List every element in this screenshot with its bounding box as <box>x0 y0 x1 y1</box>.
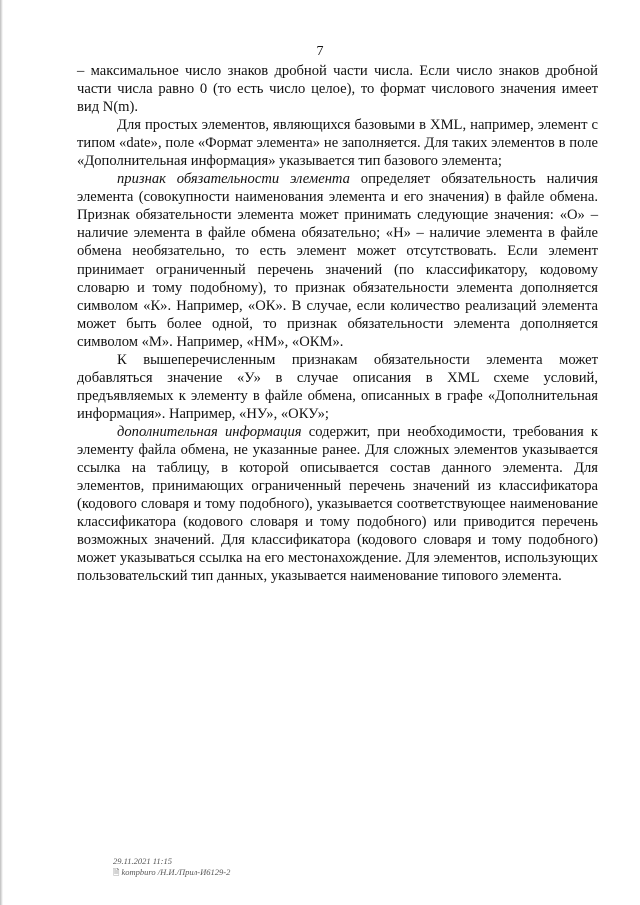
body-text <box>77 62 598 585</box>
footer-source <box>113 867 230 878</box>
defined-term: дополнительная информация <box>117 423 302 440</box>
paragraph <box>77 170 598 350</box>
defined-term: признак обязательности элемента <box>117 171 350 188</box>
page-number: 7 <box>316 44 324 59</box>
footer-timestamp: 29.11.2021 11:15 <box>113 856 172 866</box>
paragraph-text: К вышеперечисленным признакам обязательности элемента может добавляться значение «У» в случае описания в XML схеме условий, предъявляемых к элементу в файле обмена, описанных в графе «Дополнительная информация». Например, «НУ», «ОКУ»; <box>77 351 598 422</box>
scan-edge <box>0 0 3 905</box>
paragraph <box>77 423 598 585</box>
footer-source-text: kompburo /Н.И./Прил-И6129-2 <box>121 867 231 877</box>
paragraph-text: Для простых элементов, являющихся базовыми в XML, например, элемент с типом «date», поле «Формат элемента» не заполняется. Для таких элементов в поле «Дополнительная информация» указывается тип базового элемента; <box>77 117 598 170</box>
paragraph-text: содержит, при необходимости, требования к элементу файла обмена, не указанные ранее. Для сложных элементов указывается ссылка на таблицу, в которой описывается состав данного элемента. Для элементов, принимающих ограниченный перечень значений из классификатора (кодового словаря и тому подобного), указывается соответствующее наименование классификатора (кодового словаря и тому подобного) или приводится перечень возможных значений. Для классификатора (кодового словаря и тому подобного) может указываться ссылка на его местонахождение. Для элементов, использующих пользовательский тип данных, указывается наименование типового элемента. <box>77 423 598 585</box>
print-footer <box>113 856 230 878</box>
paragraph <box>77 62 598 116</box>
paragraph-text: определяет обязательность наличия элемента (совокупности наименования элемента и его значения) в файле обмена. Признак обязательности элемента может принимать следующие значения: «О» – наличие элемента в файле обмена обязательно; «Н» – наличие элемента в файле обмена необязательно, то есть элемент может отсутствовать. Если элемент принимает ограниченный перечень значений (по классификатору, кодовому словарю и тому подобному), то признак обязательности элемента дополняется символом «К». Например, «ОК». В случае, если количество реализаций элемента может быть более одной, то признак обязательности элемента дополняется символом «М». Например, «НМ», «ОКМ». <box>77 171 598 350</box>
paragraph <box>77 116 598 170</box>
paragraph-text: – максимальное число знаков дробной части числа. Если число знаков дробной части числа равно 0 (то есть число целое), то формат числового значения имеет вид N(m). <box>77 63 598 116</box>
paragraph <box>77 351 598 423</box>
document-icon: 🗎 <box>113 868 120 877</box>
